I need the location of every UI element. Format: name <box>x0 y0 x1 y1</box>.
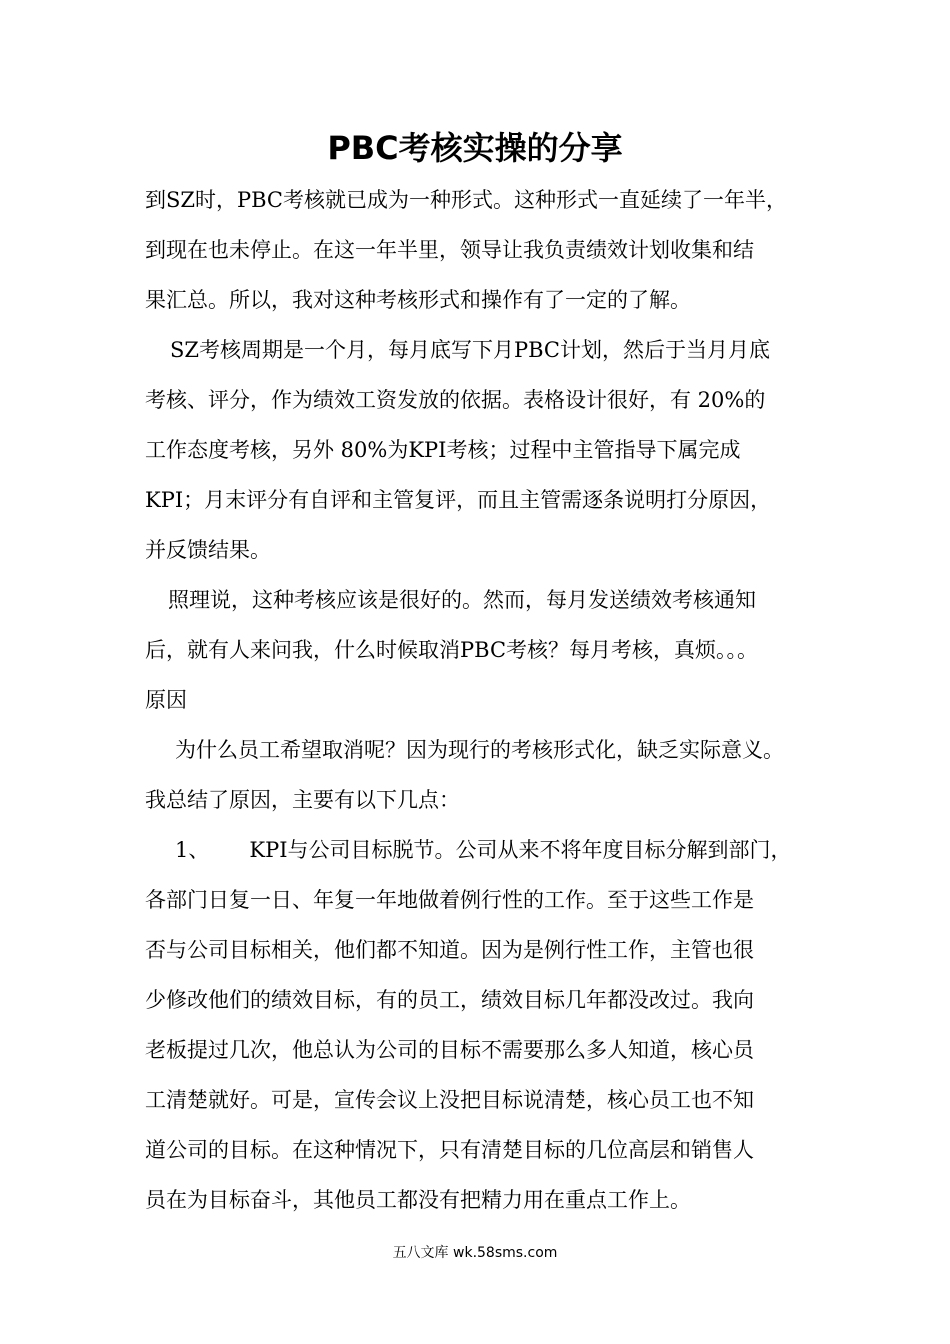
body-line-10: 后，就有人来问我，什么时候取消PBC考核？每月考核，真烦。。。 <box>145 638 759 662</box>
body-line-18: 老板提过几次，他总认为公司的目标不需要那么多人知道，核心员 <box>145 1038 754 1062</box>
body-line-17: 少修改他们的绩效目标，有的员工，绩效目标几年都没改过。我向 <box>145 988 754 1012</box>
body-line-3: 果汇总。所以，我对这种考核形式和操作有了一定的了解。 <box>145 288 691 312</box>
body-line-1: 到SZ时，PBC考核就已成为一种形式。这种形式一直延续了一年半， <box>145 188 787 212</box>
body-line-2: 到现在也未停止。在这一年半里，领导让我负责绩效计划收集和结 <box>145 238 754 262</box>
body-line-4: SZ考核周期是一个月，每月底写下月PBC计划，然后于当月月底 <box>170 338 770 362</box>
body-line-20: 道公司的目标。在这种情况下，只有清楚目标的几位高层和销售人 <box>145 1138 754 1162</box>
document-title: PBC考核实操的分享 <box>327 129 623 167</box>
body-line-19: 工清楚就好。可是，宣传会议上没把目标说清楚，核心员工也不知 <box>145 1088 754 1112</box>
body-line-7: KPI；月末评分有自评和主管复评，而且主管需逐条说明打分原因， <box>145 488 772 512</box>
body-line-13: 我总结了原因，主要有以下几点： <box>145 788 460 812</box>
body-line-14: 1、 KPI与公司目标脱节。公司从来不将年度目标分解到部门， <box>175 838 792 862</box>
body-line-15: 各部门日复一日、年复一年地做着例行性的工作。至于这些工作是 <box>145 888 754 912</box>
body-line-11: 原因 <box>145 688 187 712</box>
body-line-5: 考核、评分，作为绩效工资发放的依据。表格设计很好，有 20%的 <box>145 388 766 412</box>
body-line-12: 为什么员工希望取消呢？因为现行的考核形式化，缺乏实际意义。 <box>175 738 784 762</box>
body-line-9: 照理说，这种考核应该是很好的。然而，每月发送绩效考核通知 <box>168 588 756 612</box>
body-line-21: 员在为目标奋斗，其他员工都没有把精力用在重点工作上。 <box>145 1188 691 1212</box>
body-line-6: 工作态度考核，另外 80%为KPI考核；过程中主管指导下属完成 <box>145 438 741 462</box>
page-footer: 五八文库 wk.58sms.com <box>392 1245 558 1261</box>
body-line-16: 否与公司目标相关，他们都不知道。因为是例行性工作，主管也很 <box>145 938 754 962</box>
body-line-8: 并反馈结果。 <box>145 538 271 562</box>
